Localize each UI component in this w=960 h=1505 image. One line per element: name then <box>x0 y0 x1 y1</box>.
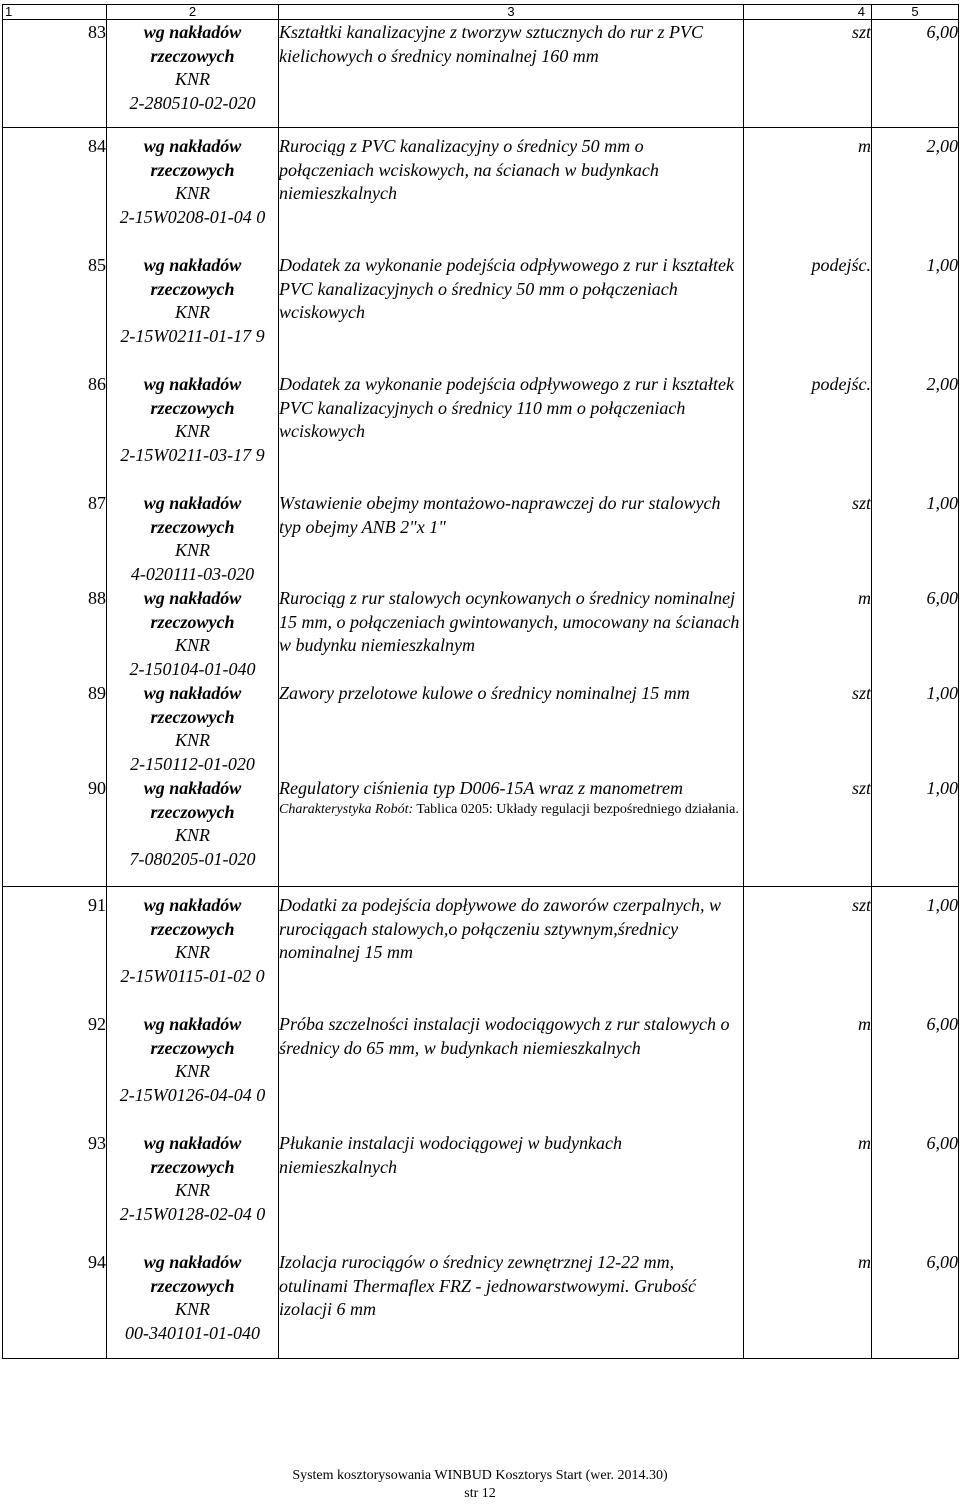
description-text: Rurociąg z rur stalowych ocynkowanych o średnicy nominalnej 15 mm, o połączeniach gwintowanych, umocowany na ścianach w budynku niemieszkalnym <box>279 588 740 656</box>
qty-column-cell <box>872 887 959 1359</box>
basis-kind: wg nakładów rzeczowych <box>143 683 242 727</box>
column-2-header: 2 <box>107 5 279 20</box>
quantity-text: 6,00 <box>926 588 958 608</box>
column-4-header: 4 <box>744 5 872 20</box>
basis-catalogue: KNR <box>174 540 210 561</box>
item-basis <box>107 587 278 682</box>
item-number-text: 91 <box>88 895 106 915</box>
unit-column-cell <box>744 128 872 887</box>
item-quantity <box>872 373 958 492</box>
basis-code: 2-280510-02-020 <box>129 92 256 113</box>
item-number <box>3 894 106 1013</box>
qty-column-cell <box>872 20 959 128</box>
item-basis <box>107 373 278 492</box>
basis-catalogue: KNR <box>174 825 210 846</box>
basis-code: 2-15W0211-01-17 9 <box>120 325 265 346</box>
item-description <box>279 1013 743 1132</box>
work-characteristics <box>279 801 743 819</box>
item-basis <box>107 777 278 872</box>
cost-estimate-page <box>2 4 958 1359</box>
base-column-cell <box>107 887 279 1359</box>
quantity-text: 1,00 <box>926 493 958 513</box>
item-quantity <box>872 135 958 254</box>
basis-code: 2-150104-01-040 <box>129 658 256 679</box>
basis-code: 00-340101-01-040 <box>125 1322 260 1343</box>
item-unit <box>744 894 871 1013</box>
item-number-text: 92 <box>88 1014 106 1034</box>
footer-system: System kosztorysowania WINBUD Kosztorys Start (wer. 2014.30) <box>292 1468 668 1483</box>
unit-text: szt <box>851 22 871 42</box>
item-quantity <box>872 254 958 373</box>
item-number-text: 93 <box>88 1133 106 1153</box>
item-basis <box>107 135 278 254</box>
unit-text: m <box>858 1133 871 1153</box>
quantity-text: 1,00 <box>926 778 958 798</box>
item-description <box>279 1132 743 1251</box>
item-description <box>279 587 743 682</box>
item-number <box>3 777 106 872</box>
item-basis <box>107 1013 278 1132</box>
quantity-text: 6,00 <box>926 1133 958 1153</box>
cost-estimate-table <box>2 4 959 1359</box>
basis-catalogue: KNR <box>174 1061 210 1082</box>
unit-text: szt <box>851 493 871 513</box>
footer-page-number: str 12 <box>464 1486 496 1501</box>
item-number <box>3 21 106 117</box>
quantity-text: 6,00 <box>926 1252 958 1272</box>
basis-catalogue: KNR <box>174 942 210 963</box>
entry-group <box>3 20 959 128</box>
item-unit <box>744 1132 871 1251</box>
description-text: Dodatek za wykonanie podejścia odpływowego z rur i kształtek PVC kanalizacyjnych o średnicy 110 mm o połączeniach wciskowych <box>279 374 734 442</box>
item-basis <box>107 682 278 777</box>
basis-kind: wg nakładów rzeczowych <box>143 778 242 822</box>
basis-code: 2-15W0211-03-17 9 <box>120 444 265 465</box>
item-number-text: 88 <box>88 588 106 608</box>
item-basis <box>107 1132 278 1251</box>
description-text: Próba szczelności instalacji wodociągowych z rur stalowych o średnicy do 65 mm, w budynkach niemieszkalnych <box>279 1014 730 1058</box>
work-characteristics-label: Charakterystyka Robót: <box>279 801 414 817</box>
item-description <box>279 254 743 373</box>
basis-kind: wg nakładów rzeczowych <box>143 588 242 632</box>
item-basis <box>107 254 278 373</box>
unit-text: szt <box>851 683 871 703</box>
basis-kind: wg nakładów rzeczowych <box>143 1133 242 1177</box>
unit-text: podejśc. <box>811 255 871 275</box>
item-number <box>3 254 106 373</box>
item-unit <box>744 682 871 777</box>
item-unit <box>744 1013 871 1132</box>
description-text: Izolacja rurociągów o średnicy zewnętrznej 12-22 mm, otulinami Thermaflex FRZ - jednowarstwowymi. Grubość izolacji 6 mm <box>279 1252 696 1320</box>
quantity-text: 1,00 <box>926 255 958 275</box>
basis-kind: wg nakładów rzeczowych <box>143 255 242 299</box>
description-text: Płukanie instalacji wodociągowej w budynkach niemieszkalnych <box>279 1133 622 1177</box>
basis-catalogue: KNR <box>174 1180 210 1201</box>
item-number <box>3 1013 106 1132</box>
column-5-header: 5 <box>872 5 959 20</box>
basis-code: 2-15W0208-01-04 0 <box>119 206 266 227</box>
entry-group <box>3 128 959 887</box>
item-unit <box>744 1251 871 1346</box>
item-basis <box>107 894 278 1013</box>
basis-catalogue: KNR <box>174 635 210 656</box>
description-text: Dodatki za podejścia dopływowe do zaworów czerpalnych, w rurociągach stalowych,o połączeniu sztywnym,średnicy nominalnej 15 mm <box>279 895 721 963</box>
nr-column-cell <box>3 887 107 1359</box>
unit-column-cell <box>744 20 872 128</box>
item-description <box>279 21 743 117</box>
description-text: Kształtki kanalizacyjne z tworzyw sztucznych do rur z PVC kielichowych o średnicy nominalnej 160 mm <box>279 22 703 66</box>
entry-group <box>3 887 959 1359</box>
item-quantity <box>872 21 958 117</box>
desc-column-cell <box>279 20 744 128</box>
item-quantity <box>872 894 958 1013</box>
basis-kind: wg nakładów rzeczowych <box>143 493 242 537</box>
description-text: Rurociąg z PVC kanalizacyjny o średnicy 50 mm o połączeniach wciskowych, na ścianach w budynkach niemieszkalnych <box>279 136 659 204</box>
column-3-header: 3 <box>279 5 744 20</box>
desc-column-cell <box>279 128 744 887</box>
item-unit <box>744 492 871 587</box>
item-number <box>3 373 106 492</box>
item-quantity <box>872 682 958 777</box>
column-1-header: 1 <box>3 5 107 20</box>
item-number <box>3 682 106 777</box>
item-number-text: 94 <box>88 1252 106 1272</box>
quantity-text: 1,00 <box>926 895 958 915</box>
unit-text: szt <box>851 778 871 798</box>
basis-catalogue: KNR <box>174 183 210 204</box>
item-quantity <box>872 1132 958 1251</box>
item-number <box>3 587 106 682</box>
item-description <box>279 492 743 587</box>
unit-column-cell <box>744 887 872 1359</box>
basis-code: 2-15W0115-01-02 0 <box>120 965 265 986</box>
item-quantity <box>872 1013 958 1132</box>
item-description <box>279 1251 743 1346</box>
description-text: Dodatek za wykonanie podejścia odpływowego z rur i kształtek PVC kanalizacyjnych o średnicy 50 mm o połączeniach wciskowych <box>279 255 734 323</box>
basis-catalogue: KNR <box>174 69 210 90</box>
item-quantity <box>872 777 958 872</box>
item-number-text: 87 <box>88 493 106 513</box>
item-number-text: 90 <box>88 778 106 798</box>
basis-catalogue: KNR <box>174 302 210 323</box>
item-description <box>279 135 743 254</box>
basis-kind: wg nakładów rzeczowych <box>143 22 242 66</box>
desc-column-cell <box>279 887 744 1359</box>
work-characteristics-text: Tablica 0205: Układy regulacji bezpośredniego działania. <box>413 801 739 817</box>
item-unit <box>744 21 871 117</box>
item-basis <box>107 492 278 587</box>
unit-text: podejśc. <box>811 374 871 394</box>
item-description <box>279 682 743 777</box>
quantity-text: 1,00 <box>926 683 958 703</box>
base-column-cell <box>107 20 279 128</box>
item-basis <box>107 21 278 117</box>
basis-catalogue: KNR <box>174 1299 210 1320</box>
item-number-text: 86 <box>88 374 106 394</box>
basis-catalogue: KNR <box>174 421 210 442</box>
item-basis <box>107 1251 278 1346</box>
qty-column-cell <box>872 128 959 887</box>
basis-catalogue: KNR <box>174 730 210 751</box>
item-number-text: 83 <box>88 22 106 42</box>
unit-text: szt <box>851 895 871 915</box>
item-description <box>279 894 743 1013</box>
item-number <box>3 1251 106 1346</box>
basis-code: 2-150112-01-020 <box>130 753 255 774</box>
basis-kind: wg nakładów rzeczowych <box>143 895 242 939</box>
basis-code: 7-080205-01-020 <box>129 848 256 869</box>
item-unit <box>744 254 871 373</box>
nr-column-cell <box>3 128 107 887</box>
column-number-header <box>3 5 959 20</box>
basis-kind: wg nakładów rzeczowych <box>143 136 242 180</box>
item-number-text: 89 <box>88 683 106 703</box>
unit-text: m <box>858 1014 871 1034</box>
description-text: Wstawienie obejmy montażowo-naprawczej do rur stalowych typ obejmy ANB 2"x 1" <box>279 493 721 537</box>
item-unit <box>744 587 871 682</box>
item-number <box>3 1132 106 1251</box>
quantity-text: 6,00 <box>926 22 958 42</box>
item-number <box>3 492 106 587</box>
quantity-text: 2,00 <box>926 374 958 394</box>
basis-kind: wg nakładów rzeczowych <box>143 1014 242 1058</box>
item-number <box>3 135 106 254</box>
item-description <box>279 777 743 872</box>
unit-text: m <box>858 588 871 608</box>
item-unit <box>744 777 871 872</box>
description-text: Zawory przelotowe kulowe o średnicy nominalnej 15 mm <box>279 683 690 703</box>
unit-text: m <box>858 1252 871 1272</box>
item-unit <box>744 373 871 492</box>
unit-text: m <box>858 136 871 156</box>
description-text: Regulatory ciśnienia typ D006-15A wraz z manometrem <box>279 778 683 798</box>
item-description <box>279 373 743 492</box>
quantity-text: 2,00 <box>926 136 958 156</box>
basis-kind: wg nakładów rzeczowych <box>143 1252 242 1296</box>
quantity-text: 6,00 <box>926 1014 958 1034</box>
item-quantity <box>872 492 958 587</box>
basis-kind: wg nakładów rzeczowych <box>143 374 242 418</box>
item-quantity <box>872 587 958 682</box>
item-quantity <box>872 1251 958 1346</box>
item-number-text: 85 <box>88 255 106 275</box>
basis-code: 2-15W0128-02-04 0 <box>119 1203 266 1224</box>
base-column-cell <box>107 128 279 887</box>
item-number-text: 84 <box>88 136 106 156</box>
nr-column-cell <box>3 20 107 128</box>
basis-code: 4-020111-03-020 <box>130 563 255 584</box>
item-unit <box>744 135 871 254</box>
basis-code: 2-15W0126-04-04 0 <box>119 1084 266 1105</box>
